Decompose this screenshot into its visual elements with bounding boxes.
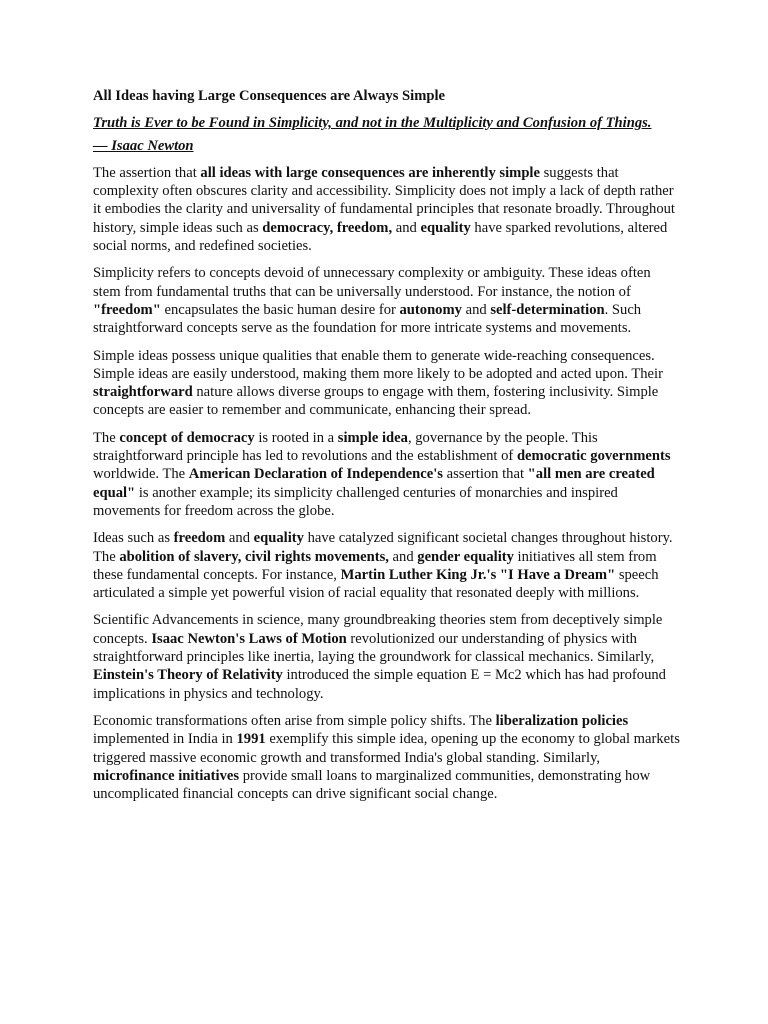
- text-run: implemented in India in: [93, 731, 237, 748]
- text-run: initiatives all stem from these fundamental concepts. For instance,: [93, 548, 657, 583]
- epigraph-quote: Truth is Ever to be Found in Simplicity, and not in the Multiplicity and Confusion of Things.: [93, 115, 652, 132]
- text-run: encapsulates the basic human desire for: [160, 301, 400, 318]
- text-run: speech articulated a simple yet powerful vision of racial equality that resonated deeply with millions.: [93, 566, 659, 602]
- body-paragraph: [93, 429, 681, 520]
- text-run: Simplicity refers to concepts devoid of unnecessary complexity or ambiguity. These ideas often stem from fundamental truths that can be universally understood. For instance, the notion of: [93, 265, 651, 300]
- text-run: is another example; its simplicity challenged centuries of monarchies and inspired movements for freedom across the globe.: [93, 484, 618, 519]
- bold-text: self-determination: [490, 301, 605, 318]
- text-run: introduced the simple equation E = Mc2 which has had profound implications in physics and technology.: [93, 667, 666, 702]
- text-run: Scientific Advancements in science, many groundbreaking theories stem from deceptively simple concepts.: [93, 612, 663, 647]
- bold-text: liberalization policies: [495, 712, 629, 729]
- text-run: The: [93, 429, 120, 446]
- body-paragraph: [93, 529, 681, 602]
- bold-text: equality: [420, 219, 471, 236]
- text-run: revolutionized our understanding of physics with straightforward principles like inertia, laying the groundwork for classical mechanics. Similarly,: [93, 630, 655, 666]
- body-paragraph: [93, 712, 681, 803]
- text-run: worldwide. The: [93, 466, 189, 483]
- body-paragraph: [93, 611, 681, 702]
- text-run: The assertion that: [93, 164, 201, 181]
- bold-text: American Declaration of Independence's: [188, 466, 443, 483]
- text-run: and: [461, 301, 491, 318]
- text-run: have sparked revolutions, altered social norms, and redefined societies.: [93, 219, 668, 255]
- text-run: exemplify this simple idea, opening up the economy to global markets triggered massive economic growth and transformed India's global standing. Similarly,: [93, 731, 680, 766]
- bold-text: democratic governments: [516, 448, 671, 465]
- bold-text: all ideas with large consequences are inherently simple: [200, 164, 540, 181]
- text-run: and: [225, 530, 254, 547]
- text-run: suggests that complexity often obscures clarity and accessibility. Simplicity does not imply a lack of depth rather it embodies the clarity and universality of fundamental principles that resonate broadly. Throughout history, simple ideas such as: [93, 164, 675, 236]
- text-run: nature allows diverse groups to engage with them, fostering inclusivity. Simple concepts are easier to remember and communicate, enhancing their spread.: [93, 384, 659, 419]
- bold-text: straightforward: [93, 384, 193, 401]
- bold-text: microfinance initiatives: [93, 767, 240, 784]
- epigraph-author: — Isaac Newton: [93, 137, 194, 154]
- bold-text: democracy, freedom,: [262, 219, 393, 236]
- bold-text: concept of democracy: [119, 429, 255, 446]
- document-body: [93, 87, 681, 812]
- text-run: is rooted in a: [254, 429, 338, 446]
- bold-text: gender equality: [417, 548, 514, 565]
- text-run: . Such straightforward concepts serve as the foundation for more intricate systems and movements.: [93, 301, 642, 337]
- bold-text: equality: [253, 530, 304, 547]
- bold-text: 1991: [236, 731, 266, 748]
- text-run: have catalyzed significant societal changes throughout history. The: [93, 530, 673, 565]
- text-run: , governance by the people. This straightforward principle has led to revolutions and the establishment of: [93, 429, 598, 465]
- text-run: assertion that: [442, 466, 528, 483]
- text-run: provide small loans to marginalized communities, demonstrating how uncomplicated financial concepts can drive significant social change.: [93, 767, 651, 803]
- bold-text: "freedom": [93, 301, 161, 318]
- body-paragraph: [93, 164, 681, 255]
- text-run: Simple ideas possess unique qualities that enable them to generate wide-reaching consequences. Simple ideas are easily understood, making them more likely to be adopted and acted upon. Their: [93, 347, 663, 382]
- text-run: Ideas such as: [93, 530, 174, 547]
- bold-text: autonomy: [399, 301, 462, 318]
- bold-text: simple idea: [337, 429, 408, 446]
- text-run: Economic transformations often arise from simple policy shifts. The: [93, 712, 496, 729]
- bold-text: Einstein's Theory of Relativity: [93, 667, 283, 684]
- text-run: and: [388, 548, 418, 565]
- bold-text: Isaac Newton's Laws of Motion: [151, 630, 347, 647]
- bold-text: Martin Luther King Jr.'s "I Have a Dream": [340, 566, 616, 583]
- bold-text: abolition of slavery, civil rights movements,: [119, 548, 389, 565]
- body-paragraph: [93, 347, 681, 420]
- document-title: All Ideas having Large Consequences are Always Simple: [93, 88, 446, 104]
- body-paragraph: [93, 264, 681, 337]
- paragraph-list: [93, 164, 681, 804]
- text-run: and: [392, 219, 421, 236]
- bold-text: freedom: [173, 530, 226, 547]
- bold-text: "all men are created equal": [93, 466, 655, 501]
